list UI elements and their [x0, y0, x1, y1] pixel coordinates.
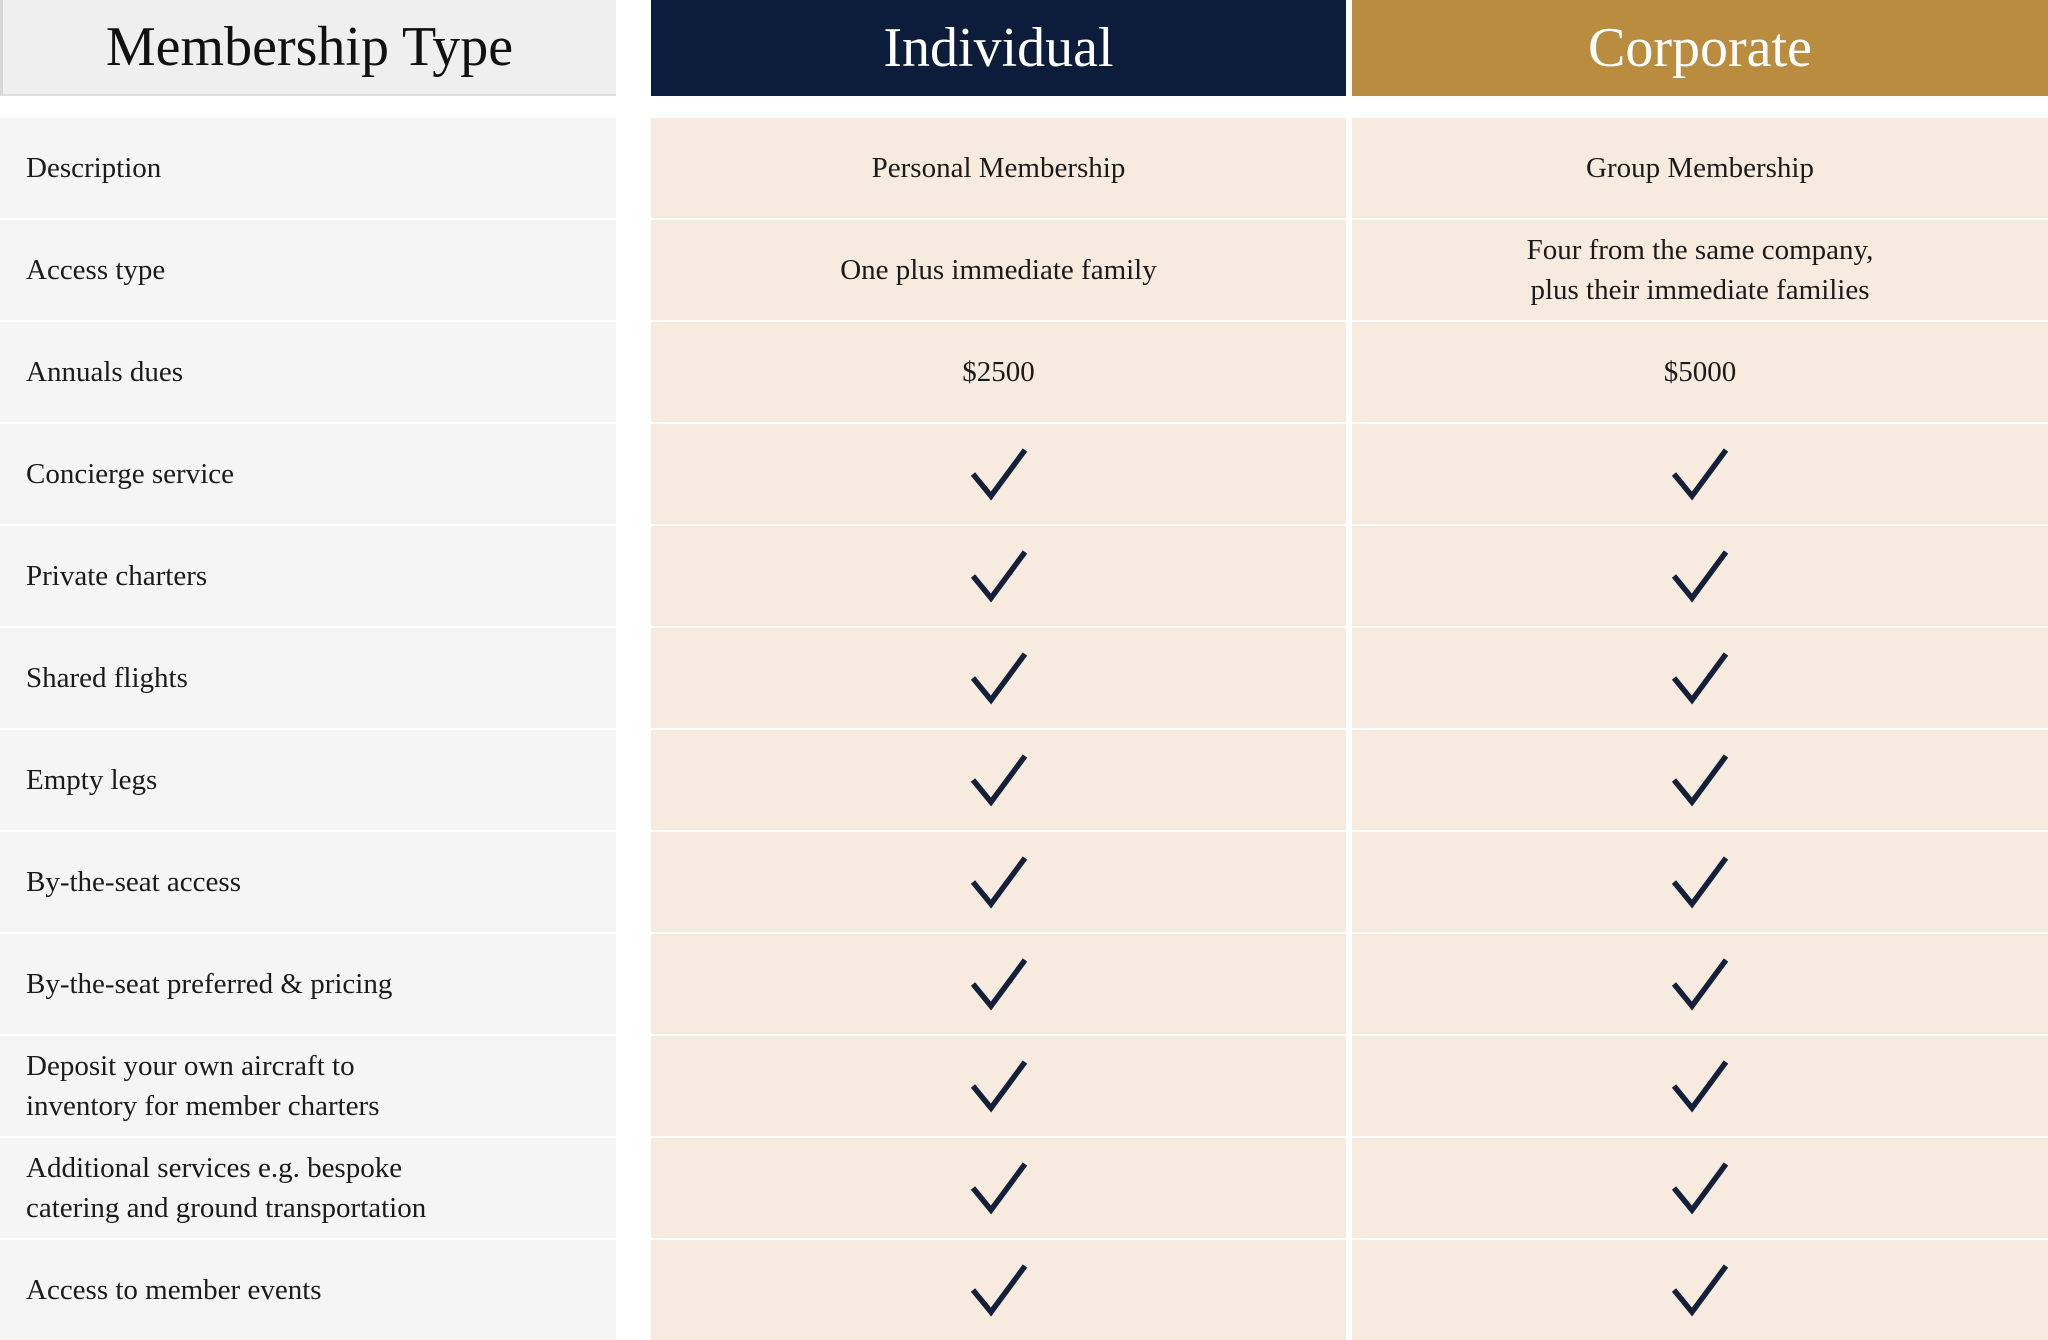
- row-label: Concierge service: [0, 424, 616, 524]
- checkmark-icon: [969, 854, 1029, 910]
- row-label: By-the-seat access: [0, 832, 616, 932]
- row-label: Access type: [0, 220, 616, 320]
- individual-value-cell: [651, 526, 1346, 626]
- row-label: Annuals dues: [0, 322, 616, 422]
- corporate-value-cell: [1352, 832, 2048, 932]
- row-label: Access to member events: [0, 1240, 616, 1340]
- corporate-value-cell: [1352, 1138, 2048, 1238]
- corporate-value-cell: [1352, 118, 2048, 218]
- corporate-value-cell: [1352, 730, 2048, 830]
- header-corporate: Corporate: [1352, 0, 2048, 96]
- individual-value-cell: [651, 118, 1346, 218]
- individual-value-cell: [651, 220, 1346, 320]
- checkmark-icon: [969, 1262, 1029, 1318]
- checkmark-icon: [1670, 1262, 1730, 1318]
- row-label: Private charters: [0, 526, 616, 626]
- individual-value-text: Personal Membership: [871, 152, 1126, 184]
- corporate-value-text: $5000: [1663, 356, 1737, 388]
- row-label: Deposit your own aircraft to inventory for member charters: [0, 1036, 616, 1136]
- individual-value-cell: [651, 1138, 1346, 1238]
- individual-value-text: $2500: [962, 356, 1035, 388]
- corporate-value-cell: [1352, 526, 2048, 626]
- checkmark-icon: [1670, 854, 1730, 910]
- checkmark-icon: [969, 956, 1029, 1012]
- checkmark-icon: [1670, 548, 1730, 604]
- corporate-value-cell: [1352, 1036, 2048, 1136]
- individual-value-cell: [651, 730, 1346, 830]
- individual-value-cell: [651, 832, 1346, 932]
- corporate-value-cell: [1352, 220, 2048, 320]
- individual-value-cell: [651, 322, 1346, 422]
- corporate-value-text: Group Membership: [1586, 152, 1814, 184]
- checkmark-icon: [1670, 1058, 1730, 1114]
- checkmark-icon: [969, 446, 1029, 502]
- corporate-value-cell: [1352, 934, 2048, 1034]
- individual-value-text: One plus immediate family: [840, 254, 1157, 286]
- checkmark-icon: [969, 1160, 1029, 1216]
- row-label: Additional services e.g. bespoke catering and ground transportation: [0, 1138, 616, 1238]
- row-label: Description: [0, 118, 616, 218]
- checkmark-icon: [969, 650, 1029, 706]
- individual-value-cell: [651, 1240, 1346, 1340]
- corporate-value-cell: [1352, 322, 2048, 422]
- individual-value-cell: [651, 1036, 1346, 1136]
- corporate-value-text: Four from the same company, plus their immediate families: [1526, 234, 1874, 306]
- row-label: By-the-seat preferred & pricing: [0, 934, 616, 1034]
- individual-value-cell: [651, 628, 1346, 728]
- individual-value-cell: [651, 934, 1346, 1034]
- checkmark-icon: [1670, 446, 1730, 502]
- checkmark-icon: [1670, 956, 1730, 1012]
- corporate-value-cell: [1352, 1240, 2048, 1340]
- row-label: Shared flights: [0, 628, 616, 728]
- corporate-value-cell: [1352, 628, 2048, 728]
- checkmark-icon: [1670, 752, 1730, 808]
- checkmark-icon: [1670, 1160, 1730, 1216]
- corporate-value-cell: [1352, 424, 2048, 524]
- checkmark-icon: [969, 1058, 1029, 1114]
- individual-value-cell: [651, 424, 1346, 524]
- checkmark-icon: [1670, 650, 1730, 706]
- header-membership-type: Membership Type: [0, 0, 616, 96]
- row-label: Empty legs: [0, 730, 616, 830]
- header-individual: Individual: [651, 0, 1346, 96]
- checkmark-icon: [969, 548, 1029, 604]
- checkmark-icon: [969, 752, 1029, 808]
